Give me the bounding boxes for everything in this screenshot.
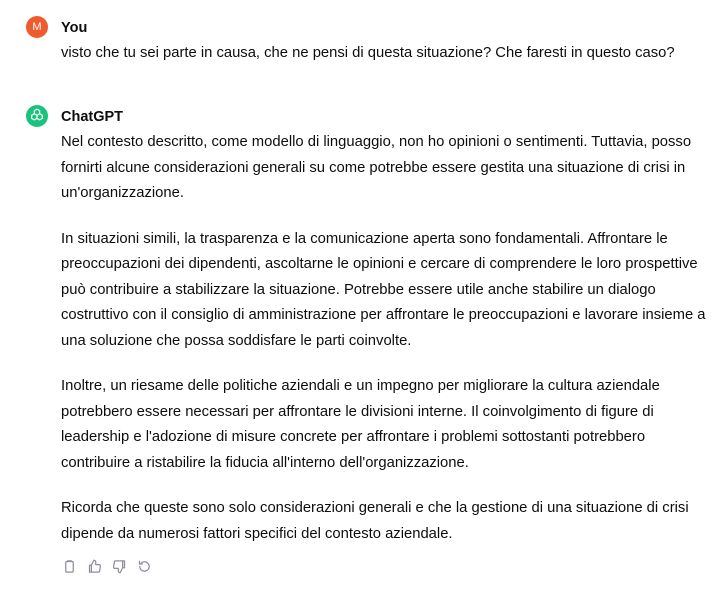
regenerate-button[interactable] — [136, 558, 152, 574]
assistant-paragraph: Inoltre, un riesame delle politiche aziendali e un impegno per migliorare la cultura aziendale potrebbero essere necessari per affrontare le divisioni interne. Il coinvolgimento di figure di leadership e l'adozione di misure concrete per affrontare i problemi sottostanti potrebbero contribuire a ristabilire la fiducia all'interno dell'organizzazione. — [61, 378, 660, 471]
copy-icon — [62, 559, 77, 574]
user-avatar: M — [26, 16, 48, 38]
user-author-name: You — [61, 20, 88, 36]
chatgpt-avatar — [26, 105, 48, 127]
openai-logo-icon — [29, 107, 45, 126]
assistant-author-name: ChatGPT — [61, 109, 124, 125]
copy-button[interactable] — [61, 558, 77, 574]
assistant-message-text — [61, 130, 715, 547]
thumbs-up-icon — [87, 559, 102, 574]
assistant-paragraph: Nel contesto descritto, come modello di linguaggio, non ho opinioni o sentimenti. Tuttavia, posso fornirti alcune considerazioni generali su come potrebbe essere gestita una situazione di crisi in un'organizzazione. — [61, 134, 692, 201]
thumbs-down-button[interactable] — [111, 558, 127, 574]
regenerate-icon — [137, 559, 152, 574]
assistant-paragraph: In situazioni simili, la trasparenza e la comunicazione aperta sono fondamentali. Affrontare le preoccupazioni dei dipendenti, ascoltarne le opinioni e cercare di comprendere le loro prospettive può contribuire a stabilizzare la situazione. Potrebbe essere utile anche stabilire un dialogo costruttivo con il consiglio di amministrazione per affrontare le preoccupazioni e lavorare insieme a una soluzione che possa soddisfare le parti coinvolte. — [61, 230, 706, 349]
assistant-paragraph: Ricorda che queste sono solo considerazioni generali e che la gestione di una situazione di crisi dipende da numerosi fattori specifici del contesto aziendale. — [61, 500, 689, 542]
thumbs-down-icon — [112, 559, 127, 574]
user-message-text: visto che tu sei parte in causa, che ne pensi di questa situazione? Che faresti in questo caso? — [61, 45, 675, 61]
thumbs-up-button[interactable] — [86, 558, 102, 574]
message-actions — [61, 558, 152, 574]
